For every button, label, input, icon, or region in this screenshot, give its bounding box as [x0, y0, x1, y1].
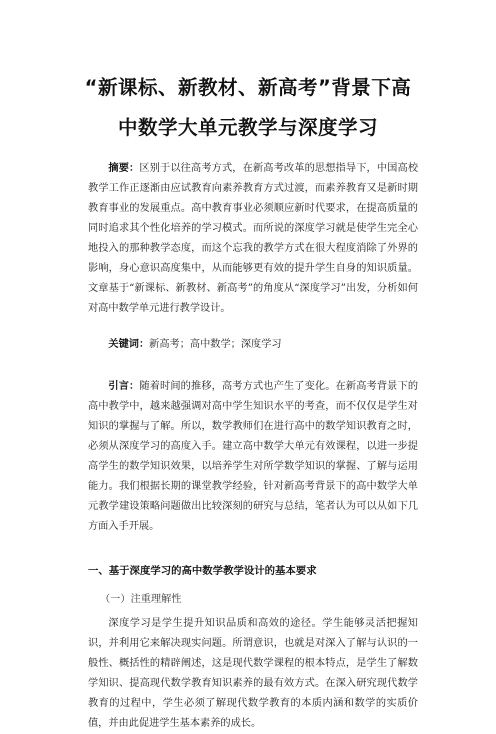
paper-title-line-2: 中数学大单元教学与深度学习	[117, 116, 378, 139]
keywords-paragraph	[88, 334, 418, 355]
paper-title-line-1: “新课标、新教材、新高考”背景下高	[84, 76, 412, 99]
intro-label: 引言：	[108, 380, 140, 392]
abstract-paragraph	[88, 158, 418, 319]
section-1-subheading: （一）注重理解性	[100, 594, 182, 605]
intro-paragraph	[88, 376, 418, 537]
intro-text: 随着时间的推移，高考方式也产生了变化。在新高考背景下的高中教学中，越来越强调对高中学生知识水平的考查，而不仅仅是学生对知识的掌握与了解。所以，数学教师们在进行高中的数学知识教育之时，必须从深度学习的高度入手。建立高中数学大单元有效课程，以进一步提高学生的数学知识效果，以培养学生对所学数学知识的掌握、了解与运用能力。我们根据长期的课堂教学经验，针对新高考背景下的高中数学大单元教学建设策略问题做出比较深刻的研究与总结，笔者认为可以从如下几方面入手开展。	[88, 381, 419, 532]
abstract-text: 区别于以往高考方式，在新高考改革的思想指导下，中国高校教学工作正逐渐由应试教育向素养教育方式过渡，而素养教育又是新时期教育事业的发展重点。高中教育事业必须顺应新时代要求，在提高质量的同时追求其个性化培养的学习模式。而所说的深度学习就是使学生完全心地投入的那种教学态度，而这个忘我的教学方式在很大程度消除了外界的影响，身心意识高度集中，从而能够更有效的提升学生自身的知识质量。文章基于“新课标、新教材、新高考”的角度从“深度学习”出发，分析如何对高中数学单元进行教学设计。	[88, 163, 419, 314]
keywords-text: 新高考；高中数学；深度学习	[149, 339, 282, 350]
abstract-label: 摘要：	[108, 162, 140, 174]
keywords-label: 关键词：	[108, 338, 150, 350]
section-1-paragraph: 深度学习是学生提升知识品质和高效的途径。学生能够灵活把握知识，并利用它来解决现实问题。所谓意识，也就是对深入了解与认识的一般性、概括性的精辟阐述，这是现代数学课程的根本特点，是学生了解数学知识、提高现代数学教育知识素养的最有效方式。在深入研究现代数学教育的过程中，学生必须了解现代数学教育的本质内涵和数学的实质价值，并由此促进学生基本素养的成长。	[88, 618, 418, 729]
section-1-heading: 一、基于深度学习的高中数学教学设计的基本要求	[88, 565, 317, 577]
